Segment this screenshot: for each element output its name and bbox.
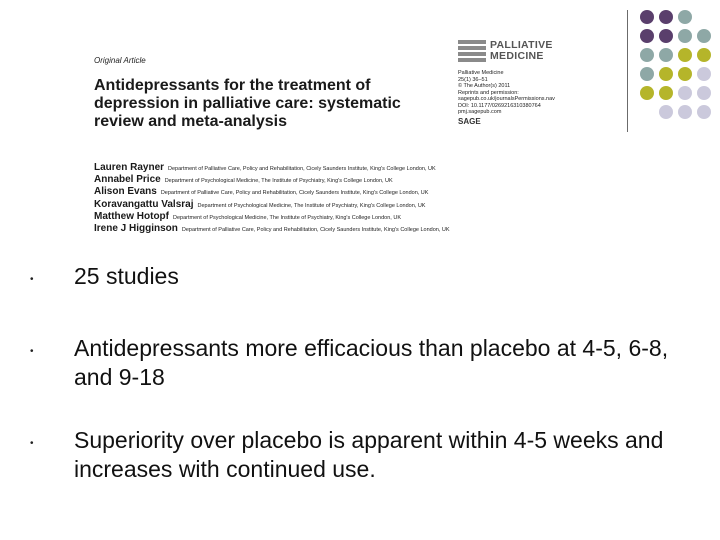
bullet-marker: •	[30, 438, 34, 449]
author-affiliation: Department of Palliative Care, Policy and Rehabilitation, Cicely Saunders Institute, King's College London, UK	[160, 190, 429, 197]
decorative-dot	[659, 10, 673, 24]
article-title: Antidepressants for the treatment of depression in palliative care: systematic review and meta-analysis	[94, 77, 401, 130]
decorative-dot	[697, 86, 711, 100]
author-name: Matthew Hotopf	[94, 210, 169, 222]
publisher-logo: SAGE	[458, 116, 481, 126]
author-name: Annabel Price	[94, 174, 161, 186]
bullet-item	[28, 426, 688, 484]
journal-logo-icon	[458, 40, 486, 66]
decorative-dot-grid	[640, 10, 720, 125]
journal-info-line: © The Author(s) 2011	[458, 83, 511, 89]
decorative-dot	[659, 86, 673, 100]
author-row	[94, 211, 580, 223]
author-affiliation: Department of Palliative Care, Policy and Rehabilitation, Cicely Saunders Institute, King's College London, UK	[168, 166, 436, 172]
journal-info-line: Reprints and permission:	[458, 89, 519, 96]
decorative-dot	[678, 105, 692, 119]
author-name: Alison Evans	[94, 186, 157, 198]
journal-info-line: sagepub.co.uk/journalsPermissions.nav	[458, 96, 555, 102]
decorative-dot	[678, 48, 692, 62]
decorative-dot	[697, 48, 711, 62]
decorative-dot	[678, 10, 692, 24]
decorative-dot	[640, 29, 654, 43]
author-row	[94, 162, 580, 174]
author-affiliation: Department of Psychological Medicine, The Institute of Psychiatry, King's College London, UK	[173, 214, 401, 221]
decorative-dot	[659, 67, 673, 81]
bullet-text: Superiority over placebo is apparent within 4-5 weeks and increases with continued use.	[74, 427, 664, 482]
decorative-dot	[659, 48, 673, 62]
decorative-dot	[697, 29, 711, 43]
decorative-dot	[659, 29, 673, 43]
decorative-dot	[678, 86, 692, 100]
decorative-dot	[659, 105, 673, 119]
bullet-text: 25 studies	[74, 263, 179, 289]
decorative-dot	[640, 48, 654, 62]
author-name: Irene J Higginson	[94, 222, 178, 234]
author-affiliation: Department of Psychological Medicine, The Institute of Psychiatry, King's College London, UK	[197, 202, 426, 209]
decorative-dot	[697, 105, 711, 119]
journal-name-line1: PALLIATIVE	[490, 39, 553, 51]
author-name: Koravangattu Valsraj	[94, 198, 194, 210]
author-row	[94, 186, 580, 198]
bullet-marker: •	[30, 346, 34, 357]
author-row	[94, 174, 580, 186]
bullet-item	[28, 262, 688, 298]
author-name: Lauren Rayner	[94, 162, 165, 173]
decorative-divider	[627, 10, 628, 132]
author-row	[94, 223, 580, 235]
author-list	[94, 162, 580, 235]
decorative-dot	[640, 10, 654, 24]
journal-info	[458, 70, 578, 116]
decorative-dot	[640, 67, 654, 81]
journal-info-line: pmj.sagepub.com	[458, 109, 502, 115]
author-affiliation: Department of Palliative Care, Policy and Rehabilitation, Cicely Saunders Institute, King's College London, UK	[181, 226, 450, 233]
bullet-item	[28, 334, 688, 392]
article-header-image	[90, 40, 580, 240]
article-type-label: Original Article	[94, 56, 146, 65]
journal-info-line: Palliative Medicine	[458, 70, 504, 76]
decorative-dot	[678, 29, 692, 43]
journal-info-line: DOI: 10.1177/0269216310380764	[458, 102, 541, 109]
decorative-dot	[678, 67, 692, 81]
journal-info-line: 25(1) 36–51	[458, 76, 488, 83]
journal-name-line2: MEDICINE	[490, 50, 544, 62]
journal-block	[458, 40, 578, 126]
author-row	[94, 199, 580, 211]
decorative-dot	[697, 67, 711, 81]
bullet-text: Antidepressants more efficacious than placebo at 4-5, 6-8, and 9-18	[74, 335, 669, 390]
journal-logo	[458, 40, 578, 66]
author-affiliation: Department of Psychological Medicine, The Institute of Psychiatry, King's College London, UK	[164, 178, 393, 185]
decorative-dot	[640, 86, 654, 100]
bullet-marker: •	[30, 274, 34, 285]
